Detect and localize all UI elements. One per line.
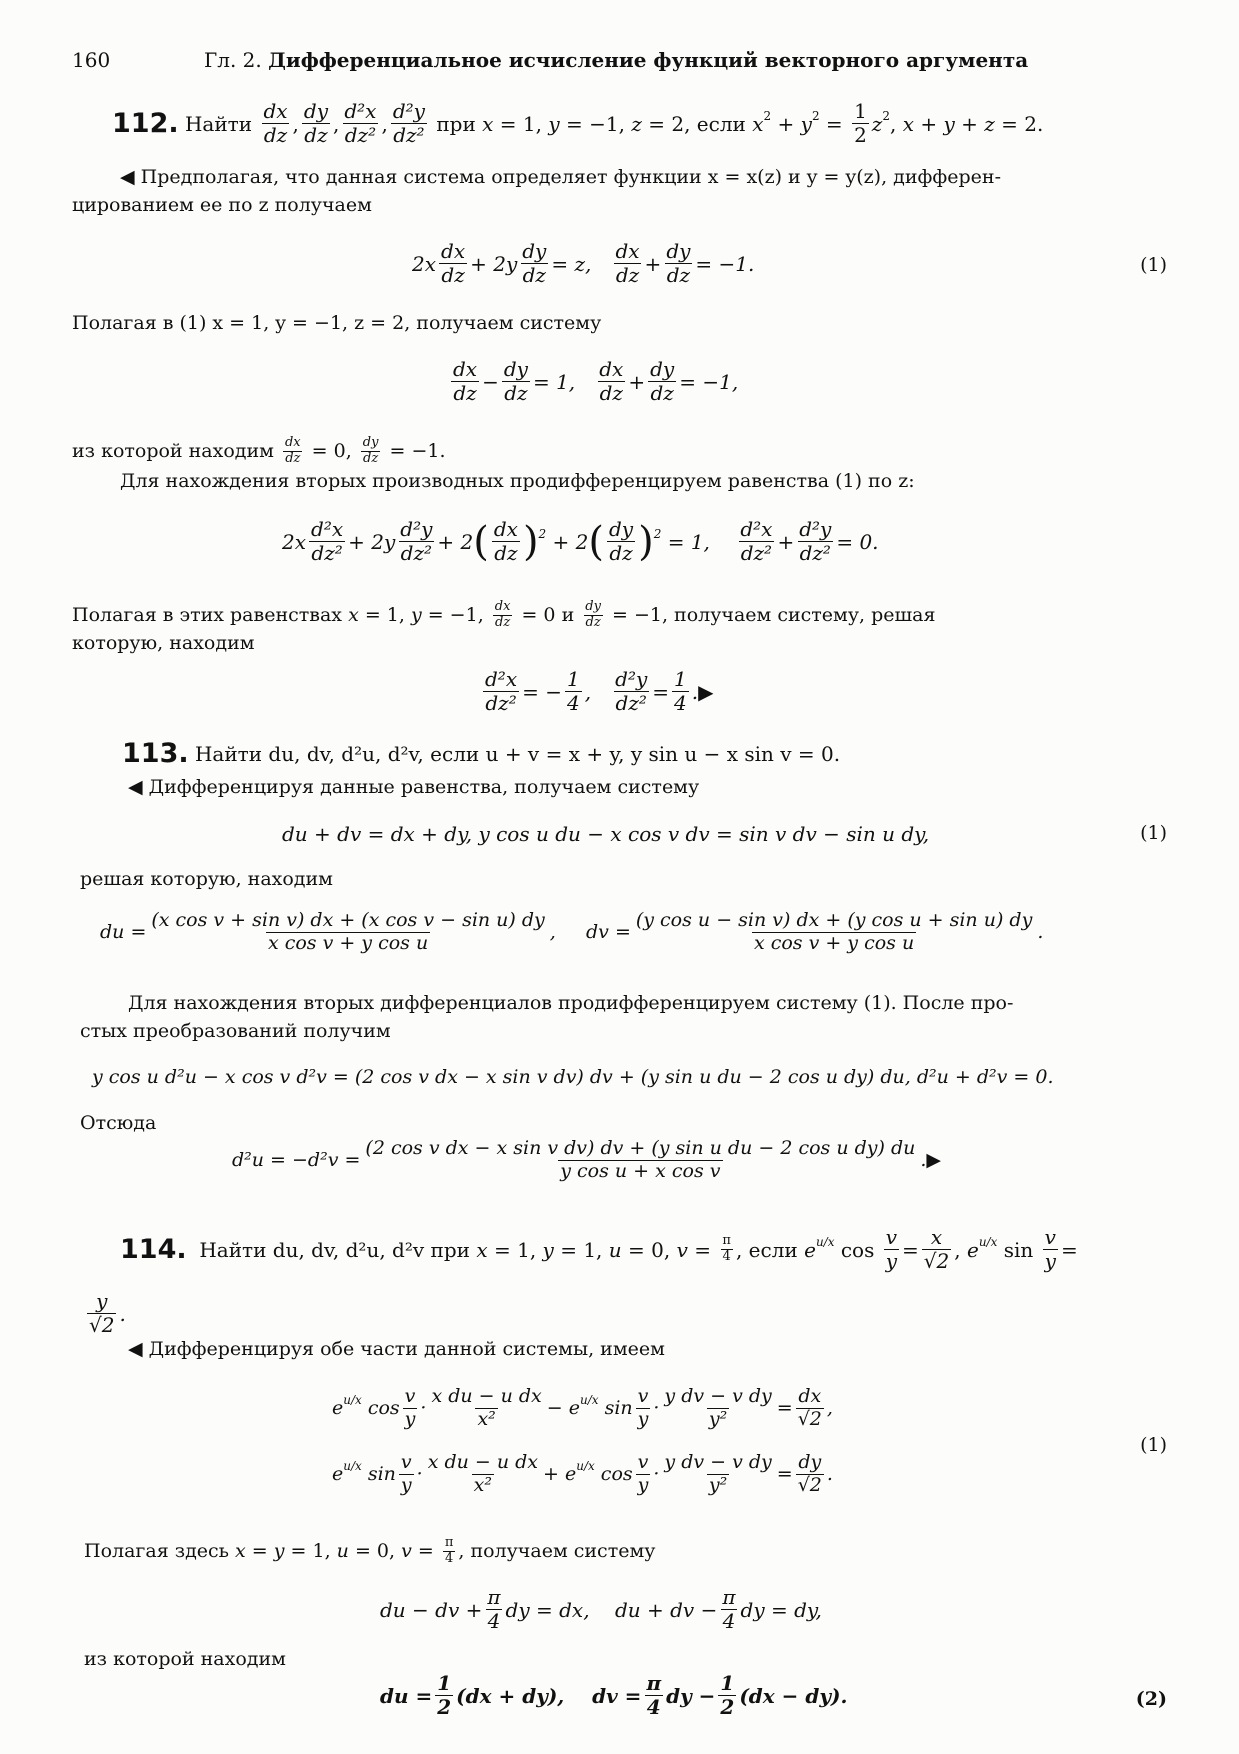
- equation-114-2: du − dv + $\frac{\pi}{4}$ dy = dx, du + dv − $\frac{\pi}{4}$ dy = dy,: [380, 1585, 822, 1633]
- text-line: ◀ Дифференцируя данные равенства, получаем систему: [128, 776, 700, 798]
- equation-113-3: y cos u d²u − x cos v d²v = (2 cos v dx − x sin v dv) dv + (y sin u du − 2 cos u dy) du, d²u + d²v = 0.: [92, 1066, 1054, 1088]
- text-line: Полагая здесь x = y = 1, u = 0, v = $\frac{\pi}{4}$ , получаем систему: [84, 1535, 656, 1566]
- problem-number: 113.: [122, 738, 189, 769]
- problem-text: Найти du, dv, d²u, d²v, если u + v = x + y, y sin u − x sin v = 0.: [194, 741, 841, 766]
- text-line: ◀ Предполагая, что данная система определяет функции x = x(z) и y = y(z), дифферен-: [120, 166, 1001, 188]
- problem-114-continuation: $\frac{y}{√2}$ .: [89, 1289, 126, 1337]
- equation-114-1b: e u/x sin $\frac{v}{y}$ · $\frac{\text{x du − u dx}}{\text{x²}}$ + e u/x cos $\frac{v}{y}$ · $\frac{\text{y dv − v dy}}{\text{y²}}$ = $\frac{dy}{√2}$ .: [332, 1451, 833, 1496]
- equation-113-2: du = $\frac{\text{(x cos v + sin v) dx + (x cos v − sin u) dy}}{\text{x cos v + y cos u}}$ , dv = $\frac{\text{(y cos u − sin v) dx + (y cos u + sin u) dy}}{\text{x cos v + y cos u}}$ .: [100, 909, 1044, 954]
- text-line: Для нахождения вторых дифференциалов продифференцируем систему (1). После про-: [128, 992, 1014, 1014]
- equation-tag: (1): [1140, 822, 1167, 844]
- text-line: Для нахождения вторых производных продифференцируем равенства (1) по z:: [120, 470, 915, 492]
- problem-number: 112.: [112, 108, 179, 139]
- text-line: из которой находим $\frac{dx}{dz}$ = 0, $\frac{dy}{dz}$ = −1.: [72, 435, 446, 466]
- equation-114-3: du = $\frac{1}{2}$ (dx + dy), dv = $\frac{\pi}{4}$ dy − $\frac{1}{2}$ (dx − dy).: [380, 1671, 848, 1719]
- equation-tag: (1): [1140, 1434, 1167, 1456]
- text-line: цированием ее по z получаем: [72, 194, 372, 216]
- text-line: из которой находим: [84, 1648, 286, 1670]
- problem-number: 114.: [120, 1234, 187, 1265]
- equation-113-1: du + dv = dx + dy, y cos u du − x cos v dv = sin v dv − sin u dy,: [282, 822, 930, 846]
- problem-114-statement: 114. Найти du, dv, d²u, d²v при x = 1, y = 1, u = 0, v = $\frac{\pi}{4}$ , если e u/x cos $\frac{v}{y}$ = $\frac{x}{√2}$ , e u/x sin $\frac{v}{y}$ =: [120, 1225, 1078, 1273]
- equation-114-1a: e u/x cos $\frac{v}{y}$ · $\frac{\text{x du − u dx}}{\text{x²}}$ − e u/x sin $\frac{v}{y}$ · $\frac{\text{y dv − v dy}}{\text{y²}}$ = $\frac{dx}{√2}$ ,: [332, 1385, 833, 1430]
- text-line: ◀ Дифференцируя обе части данной системы, имеем: [128, 1338, 665, 1360]
- text-line: Полагая в (1) x = 1, y = −1, z = 2, получаем систему: [72, 312, 602, 334]
- equation-tag: (2): [1135, 1688, 1167, 1710]
- problem-113-statement: [122, 740, 840, 767]
- text-line: стых преобразований получим: [80, 1020, 391, 1042]
- equation-113-4: d²u = −d²v = $\frac{\text{(2 cos v dx − x sin v dv) dv + (y sin u du − 2 cos u dy) du}}{\text{y cos u + x cos v}}$ . ▶: [232, 1137, 942, 1182]
- problem-112-statement: 112. Найти $\frac{dx}{dz}$ , $\frac{dy}{dz}$ , $\frac{\text{d²x}}{\text{dz²}}$ , $\frac{\text{d²y}}{\text{dz²}}$ при x = 1, y = −1, z = 2, если x 2 + y 2 = $\frac{1}{2}$ z 2 , x + y + z = 2.: [112, 99, 1044, 147]
- chapter-label: Гл. 2.: [204, 48, 262, 72]
- equation-112-4: $\frac{\text{d²x}}{\text{dz²}}$ = − $\frac{1}{4}$ , $\frac{\text{d²y}}{\text{dz²}}$ = $\frac{1}{4}$ . ▶: [485, 667, 714, 715]
- equation-112-3: 2x $\frac{\text{d²x}}{\text{dz²}}$ + 2y $\frac{\text{d²y}}{\text{dz²}}$ + 2 ( $\frac{dx}{dz}$ ) 2 + 2 ( $\frac{dy}{dz}$ ) 2 = 1, $\frac{\text{d²x}}{\text{dz²}}$ + $\frac{\text{d²y}}{\text{dz²}}$ = 0.: [282, 517, 879, 565]
- equation-112-2: $\frac{dx}{dz}$ − $\frac{dy}{dz}$ = 1, $\frac{dx}{dz}$ + $\frac{dy}{dz}$ = −1,: [453, 357, 739, 405]
- text-line: Полагая в этих равенствах x = 1, y = −1, $\frac{dx}{dz}$ = 0 и $\frac{dy}{dz}$ = −1, получаем систему, решая: [72, 599, 936, 630]
- text-line: которую, находим: [72, 632, 255, 654]
- chapter-title: Дифференциальное исчисление функций векторного аргумента: [268, 48, 1029, 72]
- text-line: Отсюда: [80, 1112, 157, 1134]
- equation-112-1: 2 x $\frac{dx}{dz}$ + 2y $\frac{dy}{dz}$ = z, $\frac{dx}{dz}$ + $\frac{dy}{dz}$ = −1.: [412, 239, 755, 287]
- running-header: [204, 50, 1028, 70]
- problem-intro: Найти: [184, 111, 253, 136]
- text-line: решая которую, находим: [80, 868, 333, 890]
- equation-tag: (1): [1140, 254, 1167, 276]
- page-number: 160: [72, 48, 111, 72]
